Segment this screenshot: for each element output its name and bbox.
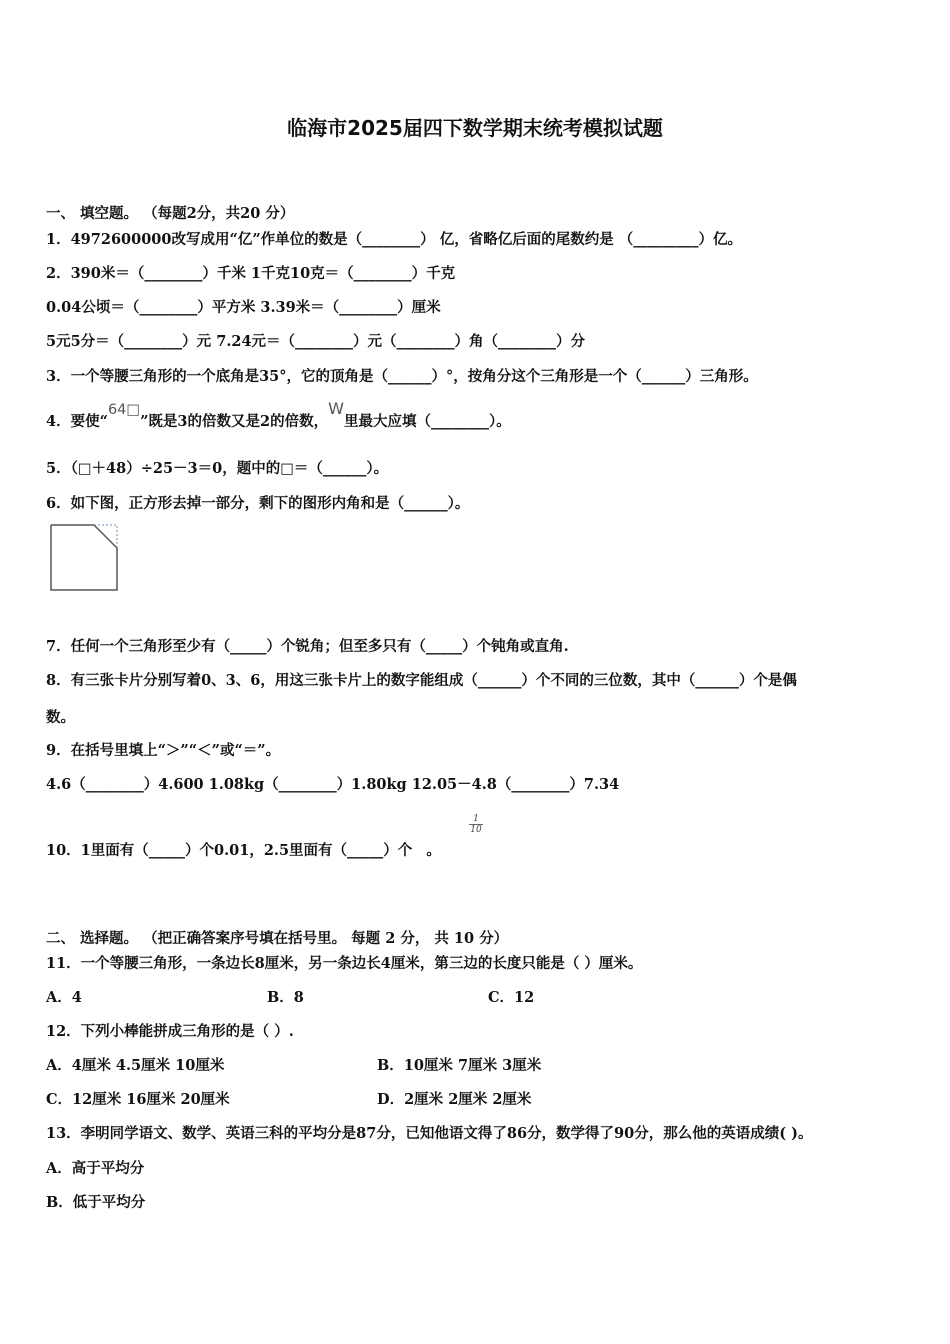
question-4 xyxy=(46,399,511,431)
q12-option-c: C．12厘米 16厘米 20厘米 xyxy=(46,1091,230,1108)
fraction-numerator: 1 xyxy=(473,814,479,824)
q4-prefix: 4．要使“ xyxy=(46,413,108,430)
question-5: 5．（□＋48）÷25－3＝0，题中的□＝（______）。 xyxy=(46,460,389,477)
question-9-items: 4.6（________）4.600 1.08kg（________）1.80kg 12.05－4.8（________）7.34 xyxy=(46,776,620,793)
q11-option-c: C．12 xyxy=(488,989,535,1006)
fraction-denominator: 10 xyxy=(470,825,482,835)
question-2-line-1: 2．390米＝（________）千米 1千克10克＝（________）千克 xyxy=(46,265,456,282)
q13-option-a: A．高于平均分 xyxy=(46,1160,145,1177)
q4-inserted-number: 64□ xyxy=(107,402,141,418)
question-10 xyxy=(46,839,441,860)
question-3: 3．一个等腰三角形的一个底角是35°，它的顶角是（______）°，按角分这个三角形是一个（______）三角形。 xyxy=(46,368,758,385)
section2-header: 二、 选择题。 （把正确答案序号填在括号里。 每题 2 分， 共 10 分） xyxy=(46,930,509,947)
q10-fraction xyxy=(469,814,483,835)
q4-w-glyph: W xyxy=(328,399,344,418)
question-9: 9．在括号里填上“＞”“＜”或“＝”。 xyxy=(46,742,281,759)
question-8-line-2: 数。 xyxy=(46,709,75,726)
q4-middle: ”既是3的倍数又是2的倍数， xyxy=(140,413,329,430)
question-7: 7．任何一个三角形至少有（_____）个锐角；但至多只有（_____）个钝角或直角. xyxy=(46,638,569,655)
q12-option-d: D．2厘米 2厘米 2厘米 xyxy=(377,1091,532,1108)
question-1: 1．4972600000改写成用“亿”作单位的数是（________） 亿，省略亿后面的尾数约是 （_________）亿。 xyxy=(46,231,743,248)
cut-square-figure xyxy=(50,524,120,592)
q10-end: 。 xyxy=(426,842,441,859)
question-2-line-3: 5元5分＝（________）元 7.24元＝（________）元（________）角（________）分 xyxy=(46,333,586,350)
q12-option-b: B．10厘米 7厘米 3厘米 xyxy=(377,1057,542,1074)
q12-option-a: A．4厘米 4.5厘米 10厘米 xyxy=(46,1057,225,1074)
q10-text: 10．1里面有（_____）个0.01，2.5里面有（_____）个 xyxy=(46,842,413,859)
question-6: 6．如下图，正方形去掉一部分，剩下的图形内角和是（______）。 xyxy=(46,495,470,512)
question-11: 11．一个等腰三角形，一条边长8厘米，另一条边长4厘米，第三边的长度只能是（ ）厘米。 xyxy=(46,955,643,972)
q13-option-b: B．低于平均分 xyxy=(46,1194,146,1211)
question-12: 12．下列小棒能拼成三角形的是（ ）. xyxy=(46,1023,294,1040)
page-title: 临海市2025届四下数学期末统考模拟试题 xyxy=(287,116,663,140)
q11-option-a: A．4 xyxy=(46,989,82,1006)
question-8-line-1: 8．有三张卡片分别写着0、3、6，用这三张卡片上的数字能组成（______）个不同的三位数，其中（______）个是偶 xyxy=(46,672,797,689)
q4-suffix: 里最大应填（________）。 xyxy=(343,413,511,430)
q11-option-b: B．8 xyxy=(267,989,304,1006)
question-13: 13．李明同学语文、数学、英语三科的平均分是87分，已知他语文得了86分，数学得了90分，那么他的英语成绩( )。 xyxy=(46,1125,813,1142)
section1-header: 一、 填空题。 （每题2分，共20 分） xyxy=(46,205,295,222)
question-2-line-2: 0.04公顷＝（________）平方米 3.39米＝（________）厘米 xyxy=(46,299,441,316)
